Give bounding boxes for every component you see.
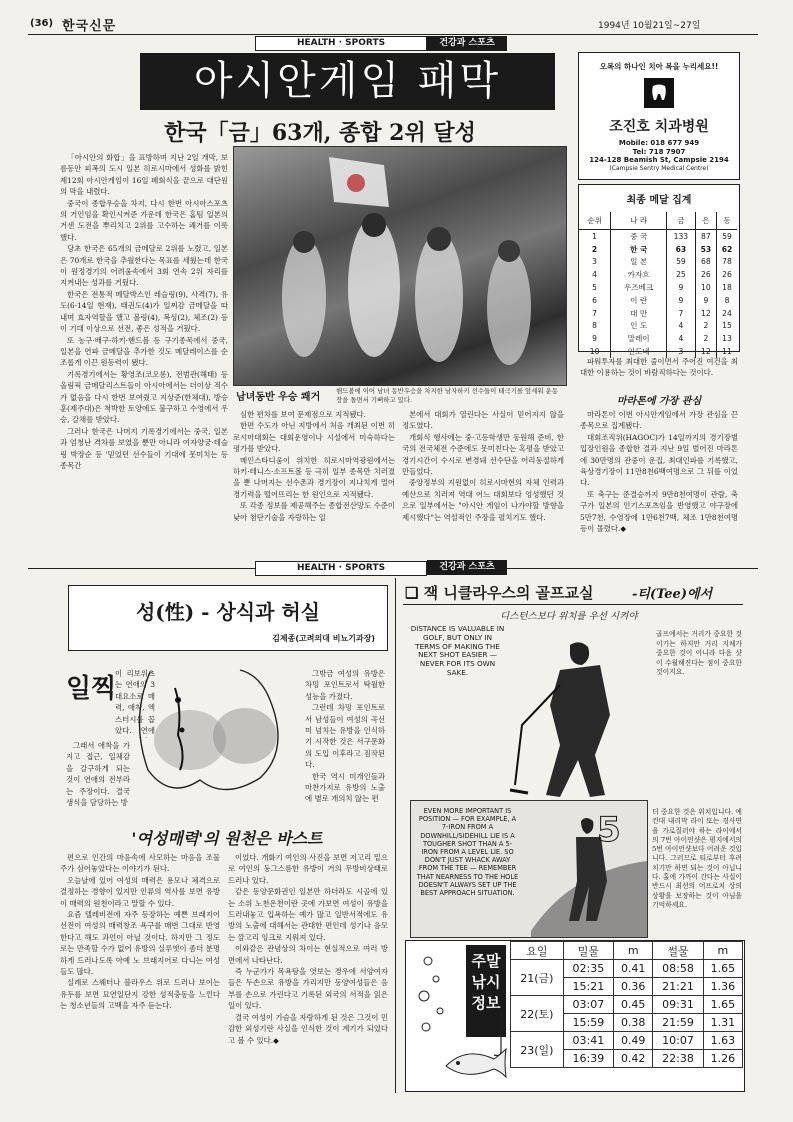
medal-cell: 3 <box>579 256 611 269</box>
marathon-lead <box>580 356 738 390</box>
golf-side-text: 골프에서는 거리가 중요한 것이기는 하지만 거리 지체가 중요한 것이 아니라 다음 샷이 수월해진다는 점이 중요한 것이지요. <box>656 630 742 676</box>
health-para: 오늘날에 있어 여성의 매력은 용모나 체격으로 결정하는 경향이 있지만 인류의 역사를 보면 유방이 매력의 원천이라고 말할 수 있다. <box>60 875 220 908</box>
medal-cell: 3 <box>667 345 696 358</box>
section-label-en-mid: HEALTH · SPORTS <box>255 561 427 576</box>
medal-cell: 13 <box>722 334 732 344</box>
dental-ad <box>578 52 740 180</box>
tide-col-high: 밀물 <box>563 942 613 960</box>
health-para: 이었다. 개화기 여인의 사진을 보면 저고리 밑으로 여인의 둥그스름한 유방이 거의 무방비상태로 드러나 있다. <box>228 853 388 885</box>
table-row <box>579 320 737 333</box>
tide-cell: 0.36 <box>614 978 653 996</box>
health-title: 성(性) - 상식과 허실 <box>135 600 321 624</box>
tide-cell: 15:21 <box>563 978 613 996</box>
tide-col-high-m: m <box>614 942 653 960</box>
medal-cell: 8 <box>724 295 730 305</box>
marathon-para: 마라톤이 이번 아시안게임에서 가장 관심을 끈 종목으로 집계됐다. <box>580 410 738 431</box>
health-para: 그런데 차밍 포인트로서 남성들이 여성의 곡선미 넘치는 유방을 인식하기 시작한 것은 서구문화의 도입 이후라고 짐작된다. <box>305 703 385 770</box>
tide-cell: 08:58 <box>653 960 703 978</box>
medal-cell: 5 <box>579 281 611 294</box>
masthead: 한국신문 <box>62 19 117 34</box>
article1-para: 「아시안의 화합」을 표방하며 지난 2일 개막, 보름동안 피폭의 도시 일본 히로시마에서 성화를 밝힌 제12회 아시안게임이 16일 폐회식을 끝으로 대단원의 막을 내렸다. <box>60 153 228 197</box>
tide-cell: 16:39 <box>563 1050 613 1068</box>
tide-cell: 15:59 <box>563 1014 613 1032</box>
medal-cell: 78 <box>722 257 732 267</box>
medal-col-country: 나 라 <box>611 212 667 230</box>
medal-cell: 24 <box>722 308 732 318</box>
headline: 아시안게임 패막 <box>140 53 555 110</box>
tide-cell: 1.36 <box>703 978 742 996</box>
medal-cell: 62 <box>721 244 733 254</box>
medal-table-box <box>578 184 740 357</box>
health-para: 그래서 애착을 가지고 접근, 일체감을 갈구하게 되는 것이 연애의 전부라는 주장이다. 결국 생식을 담당하는 방 <box>66 741 130 808</box>
ad-slogan: 오복의 하나인 치아 복을 누리세요!! <box>599 62 719 71</box>
tooth-logo-icon <box>644 78 674 108</box>
tide-header-row <box>511 942 743 960</box>
page-number: (36) <box>30 18 54 29</box>
medal-cell: 10 <box>579 345 611 358</box>
health-title-box <box>68 585 388 651</box>
header-rule <box>28 34 758 35</box>
svg-text:5: 5 <box>597 810 621 850</box>
photo-silhouettes <box>234 147 566 385</box>
medal-cell: 9 <box>667 281 696 294</box>
medal-cell: 59 <box>722 231 732 241</box>
health-col4 <box>228 852 388 1087</box>
table-row <box>579 268 737 281</box>
ad-contact <box>579 139 739 173</box>
tide-cell: 1.65 <box>703 960 742 978</box>
tide-cell: 09:31 <box>653 996 703 1014</box>
medal-cell: 11 <box>722 347 732 357</box>
golf-title: ❑ 잭 니클라우스의 골프교실 <box>405 584 594 602</box>
marathon-body <box>580 409 738 564</box>
tide-cell: 0.45 <box>614 996 653 1014</box>
hockey-team-photo <box>233 146 567 386</box>
medal-cell: 2 <box>579 243 611 256</box>
tide-cell: 0.42 <box>614 1050 653 1068</box>
article1-para: 또 농구·배구·하키·핸드볼 등 구기종목에서 중국, 일본을 연파 금메달을 추가한 것도 메달레이스를 순조롭게 이끈 원동력이 됐다. <box>60 335 228 368</box>
golf-side-1 <box>656 630 742 725</box>
medal-col-silver: 은 <box>695 212 716 230</box>
marathon-para: 또 축구는 준결승까지 9만8천여명이 관람, 축구가 일본의 인기스포츠임을 반영했고 야구장에 5만7천, 수영장에 1만6천7백, 체조 1만8천여명등이 몰렸다.◆ <box>580 489 738 534</box>
tide-cell: 21(금) <box>511 960 564 996</box>
table-row <box>511 1032 743 1050</box>
section-label-en: HEALTH · SPORTS <box>255 36 427 51</box>
subhead: 한국「금」63개, 종합 2위 달성 <box>164 120 476 146</box>
article1-col3 <box>402 409 564 564</box>
article1-para: 심한 편차를 보여 문제점으로 지적됐다. <box>240 410 366 419</box>
golf-side-text: 더 중요한 것은 위치입니다. 예컨대 내리막 라이 또는 경사면을 가로질러야 하는 라이에서의 7번 아이언샷은 평지에서의 5번 아이언샷보다 어려운 것입니다. 그러므로 티로부터 후려치기만 하면 되는 것이 아닙니다. 홀에 가까이 간다는 사실이 반드시 최선의 어프로치 상의 상황을 보장하는 것이 아님을 기억하세요. <box>652 808 742 909</box>
ad-mobile: Mobile: 018 677 949 <box>618 139 700 147</box>
medal-cell: 53 <box>695 243 716 256</box>
health-para: 결국 여성이 가슴을 자랑하게 된 것은 그것이 민감한 외성기란 사실을 인식한 것이 계기가 되었다고 볼 수 있다.◆ <box>228 1012 388 1045</box>
article1-para: 본에서 대회가 열린다는 사실이 믿어지지 않을 정도였다. <box>402 410 564 431</box>
article1-col2 <box>233 409 395 564</box>
tide-cell: 03:41 <box>563 1032 613 1050</box>
marathon-lead-text: 파워투자를 최대한 줄이면서 주어진 여건을 최대한 이용하는 것이 바람직하다는 것이다. <box>580 357 738 378</box>
tide-cell: 21:21 <box>653 978 703 996</box>
medal-table-title: 최종 메달 집계 <box>626 195 692 206</box>
health-para: 즉 누군가가 목욕탕을 엿보는 경우에 서양여자들은 두손으로 유방을 가리지만 동양여성들은 음부를 손으로 가린다고 기록된 외국의 서적을 읽은 일이 있다. <box>228 967 388 1011</box>
table-row <box>579 243 737 256</box>
tide-cell: 1.31 <box>703 1014 742 1032</box>
medal-cell: 18 <box>722 283 732 293</box>
tide-cell: 23(일) <box>511 1032 564 1068</box>
medal-cell: 26 <box>695 268 716 281</box>
medal-cell: 87 <box>695 230 716 243</box>
medal-cell: 9 <box>695 294 716 307</box>
photo-caption-text: 핸드볼에 이어 남녀 동반우승을 차지한 남자하키 선수들이 태극기를 앞세워 운동장을 돌면서 기뻐하고 있다. <box>336 387 559 404</box>
article1-para: 기록경기에서는 황영조(코오롱), 전범관(해태) 등 올림픽 금메달리스트들이 아시아에서는 더이상 적수가 없음을 다시 한번 보여줬고 지상준(한체대), 방승훈(제주대)은 척박한 토양에도 불구하고 수영에서 우승, 갈채를 받았다. <box>60 369 228 425</box>
health-para: 같은 동양문화권인 일본만 하더라도 시골에 있는 소위 노천온천이란 곳에 가보면 여성이 유방을 드러내놓고 입욕하는 예가 많고 일반서적에도 유방의 노출에 대해서는 관대한 편인데 성기나 음모는 깜고리 잉크로 지워져 있다. <box>228 887 388 942</box>
tide-cell: 22(토) <box>511 996 564 1032</box>
article1-para: 한국은 전통적 메달박스인 레슬링(9), 사격(7), 유도(6·14일 현재), 태권도(4)가 일찌감 금메달을 따내며 효자역할을 했고 볼링(4), 복싱(2), 체조(2) 등이 기대 이상으로 선전, 좋은 성적을 거뒀다. <box>60 289 228 334</box>
health-para: 그밖금 여성의 유방은 차밍 포인트로서 탁월한 성능을 가졌다. <box>305 669 385 701</box>
ad-address: 124-128 Beamish St, Campsie 2194 <box>589 156 729 165</box>
tide-col-low-m: m <box>703 942 742 960</box>
medal-cell: 2 <box>695 320 716 333</box>
golf-illustration-swing <box>410 625 650 800</box>
table-row <box>579 294 737 307</box>
medal-cell: 2 <box>695 332 716 345</box>
tide-cell: 22:38 <box>653 1050 703 1068</box>
medal-cell: 12 <box>695 345 716 358</box>
tide-cell: 1.26 <box>703 1050 742 1068</box>
article1-col1 <box>60 152 228 562</box>
article1-para: 또 각종 정보를 제공해주는 종합전산망도 수준이 낮아 첨단기술을 자랑하는 일 <box>233 501 395 522</box>
medal-cell: 우즈베크 <box>611 281 667 294</box>
table-row <box>511 960 743 978</box>
fish-icon <box>406 941 510 1091</box>
ad-tel: Tel: 718 7907 <box>632 147 686 156</box>
tide-col-low: 썰물 <box>653 942 703 960</box>
fishing-info-box <box>405 940 745 1092</box>
medal-cell: 카자흐 <box>611 268 667 281</box>
table-row <box>511 996 743 1014</box>
medal-cell: 133 <box>667 230 696 243</box>
medal-cell: 7 <box>667 307 696 320</box>
article1-para: 메인스타디움이 위치한 히로시마역광원에서는 하키·테니스·소프트볼 등 극히 일부 종목만 치러졌을 뿐 나머지는 선수촌과 경기장이 지나치게 멀어 경기력을 떨어뜨리는 한 원인으로 지적됐다. <box>233 455 395 499</box>
health-col1-top <box>115 668 155 738</box>
health-para: 이와같은 관념상의 차이는 현실적으로 여러 방면에서 나타난다. <box>228 944 388 965</box>
medal-cell: 9 <box>667 294 696 307</box>
article1-para: 그러나 한국은 나머지 기록경기에서는 중국, 일본과 엄청난 격차를 보였을 뿐만 아니라 여자양궁·테슬링 박장순 등 '믿었던 선수들이 기대에 못미치는 등 종목간 <box>60 426 228 470</box>
health-para: 편으로 인간의 마음속에 사모하는 마음을 조물주가 심어놓았다는 이야기가 된다. <box>60 853 220 874</box>
tide-cell: 0.41 <box>614 960 653 978</box>
health-author: 김제종(고려의대 비뇨기과장) <box>272 634 375 643</box>
golf-side-2 <box>652 808 742 936</box>
medal-col-rank: 순위 <box>579 212 611 230</box>
medal-cell: 12 <box>695 307 716 320</box>
medal-cell: 8 <box>579 320 611 333</box>
medal-cell: 이 란 <box>611 294 667 307</box>
tide-cell: 03:07 <box>563 996 613 1014</box>
fishing-title-line: 주말 <box>471 952 501 970</box>
medal-table <box>579 212 737 358</box>
tide-cell: 1.65 <box>703 996 742 1014</box>
issue-date: 1994년 10월21일~27일 <box>598 21 701 31</box>
section-label-ko-mid: 건강과 스포츠 <box>427 560 507 575</box>
medal-cell: 인 도 <box>611 320 667 333</box>
ad-clinic-name: 조진호 치과병원 <box>609 119 709 135</box>
medal-cell: 중 국 <box>611 230 667 243</box>
table-row <box>579 307 737 320</box>
health-para: 이 리보위츠는 연애의 3대요소로 매력, 애착, 엑스터시를 꼽았다. 연애 <box>115 669 155 736</box>
health-subheading: '여성매력'의 원천은 바스트 <box>131 829 323 848</box>
medal-cell: 1 <box>579 230 611 243</box>
tide-col-day: 요일 <box>511 942 564 960</box>
tide-cell: 0.49 <box>614 1032 653 1050</box>
medal-cell: 15 <box>722 321 732 331</box>
medal-col-gold: 금 <box>667 212 696 230</box>
medal-cell: 4 <box>579 268 611 281</box>
health-para: 요즘 텔레비전에 자주 등장하는 예쁜 브래지어 선전이 여성의 매력창조 욕구를 매번 그대로 반영한다고 해도 과언이 아닐 것이다. 하지만 그 정도로는 만족할 수가 없어 유방의 실루엣이 좀더 분명하게 드러나도록 아예 노 브래지어로 다니는 여성들도 많다. <box>60 910 220 977</box>
health-para: 실례로 스웨터나 블라우스 위로 드러나 보이는 유두를 보면 묘연일단지 강한 성적충동을 느낀다는 청소년들의 고백을 자주 듣는다. <box>60 978 220 1011</box>
health-col1-bottom <box>66 740 130 822</box>
golf-title-tee: -티(Tee)에서 <box>632 587 713 602</box>
health-col2 <box>305 668 385 822</box>
health-drop-cap: 일찍 <box>66 674 117 704</box>
tide-cell: 0.38 <box>614 1014 653 1032</box>
golf-title-rule <box>403 604 743 605</box>
medal-cell: 68 <box>695 256 716 269</box>
tide-cell: 1.63 <box>703 1032 742 1050</box>
golf-subtitle: 디스턴스보다 위치를 우선 시켜야 <box>500 611 638 622</box>
ad-address-sub: (Campsie Sentry Medical Centre) <box>609 164 709 172</box>
article1-para: 한편 수도가 아닌 지방에서 처음 개최된 이번 히로시마대회는 대회운영이나 시설에서 미숙하다는 평가를 받았다. <box>233 421 395 454</box>
article1-para: 중앙정부의 지원없이 히로시마현의 자체 인력과 예산으로 치러져 역대 어느 대회보다 엉성했던 것으로 일부에서는 "아시안 게임이 나가야할 방향을 제시했다"는 역설적인 주장을 펼치기도 했다. <box>402 478 564 522</box>
medal-cell: 대 만 <box>611 307 667 320</box>
golf-illustration-position <box>410 800 648 938</box>
medal-cell: 한 국 <box>611 243 667 256</box>
medal-cell: 59 <box>667 256 696 269</box>
medal-cell: 10 <box>695 281 716 294</box>
medal-header-row <box>579 212 737 230</box>
article1-para: 개회식 행사에는 중·고등학생만 동원해 준비, 한국의 전국체전 수준에도 못미친다는 혹평을 받았고 경기시간이 수시로 변경돼 선수단을 어리둥절하게 만들었다. <box>402 432 564 477</box>
medal-cell: 4 <box>667 320 696 333</box>
article1-para: 중국이 종합우승을 차지, 다시 한번 아시아스포츠의 거인임을 확인시켜준 가운데 한국은 홈팀 일본의 거센 도전을 뿌리치고 2위를 고수하는 쾌거를 이룩했다. <box>60 198 228 242</box>
medal-cell: 63 <box>667 243 696 256</box>
tide-cell: 21:59 <box>653 1014 703 1032</box>
golf-quote-1: DISTANCE IS VALUABLE IN GOLF, BUT ONLY IN TERMS OF MAKING THE NEXT SHOT EASIER — NEVER FOR ITS OWN SAKE. <box>410 624 505 677</box>
tide-cell: 10:07 <box>653 1032 703 1050</box>
table-row <box>579 230 737 243</box>
table-row <box>579 256 737 269</box>
marathon-title: 마라톤에 가장 관심 <box>616 396 702 407</box>
golf-quote-2: EVEN MORE IMPORTANT IS POSITION — FOR EXAMPLE, A 7-IRON FROM A DOWNHILL/SIDEHILL LIE IS A TOUGHER SHOT THAN A 5-IRON FROM A LEVEL LIE. SO DON'T JUST WHACK AWAY FROM THE TEE — REMEMBER THAT NEARNESS TO THE HOLE DOESN'T ALWAYS SET UP THE BEST APPROACH SITUATION. <box>416 807 519 898</box>
marathon-para: 대회조직위(HAGOC)가 14일까지의 경기장별 입장인원을 종합한 결과 지난 9일 벌어진 마라톤에 30만명의 관중이 운집, 최대인파를 기록했고, 육상경기장이 11만8천6백여명으로 그 뒤를 이었다. <box>580 432 738 488</box>
fishing-title-line: 정보 <box>471 994 501 1012</box>
medal-cell: 26 <box>722 270 732 280</box>
tide-cell: 02:35 <box>563 960 613 978</box>
medal-cell: 말레이 <box>611 332 667 345</box>
fishing-title-line: 낚시 <box>471 973 501 991</box>
table-row <box>579 332 737 345</box>
medal-cell: 25 <box>667 268 696 281</box>
medal-cell: 4 <box>667 332 696 345</box>
section-label-ko: 건강과 스포츠 <box>427 36 507 51</box>
medal-cell: 6 <box>579 294 611 307</box>
article1-para: 당초 한국은 65개의 금메달로 2위를 노렸고, 일본은 70개로 한국을 추월한다는 목표를 세웠는데 한국이 원정경기의 어려움속에서 3회 연속 2위 자리를 지켜내는 성과를 거뒀다. <box>60 244 228 288</box>
photo-caption-title: 남녀동반 우승 쾌거 <box>236 392 321 403</box>
column-divider <box>395 578 396 1093</box>
medal-cell: 인도네 <box>611 345 667 358</box>
medal-col-bronze: 동 <box>717 212 737 230</box>
medal-cell: 9 <box>579 332 611 345</box>
health-col3 <box>60 852 220 1087</box>
medal-cell: 일 본 <box>611 256 667 269</box>
health-para: 한국 역시 미개인들과 마찬가지로 유방의 노출에 별로 개의치 않는 편 <box>305 771 385 804</box>
tide-table <box>510 941 743 1068</box>
table-row <box>579 281 737 294</box>
medal-cell: 7 <box>579 307 611 320</box>
